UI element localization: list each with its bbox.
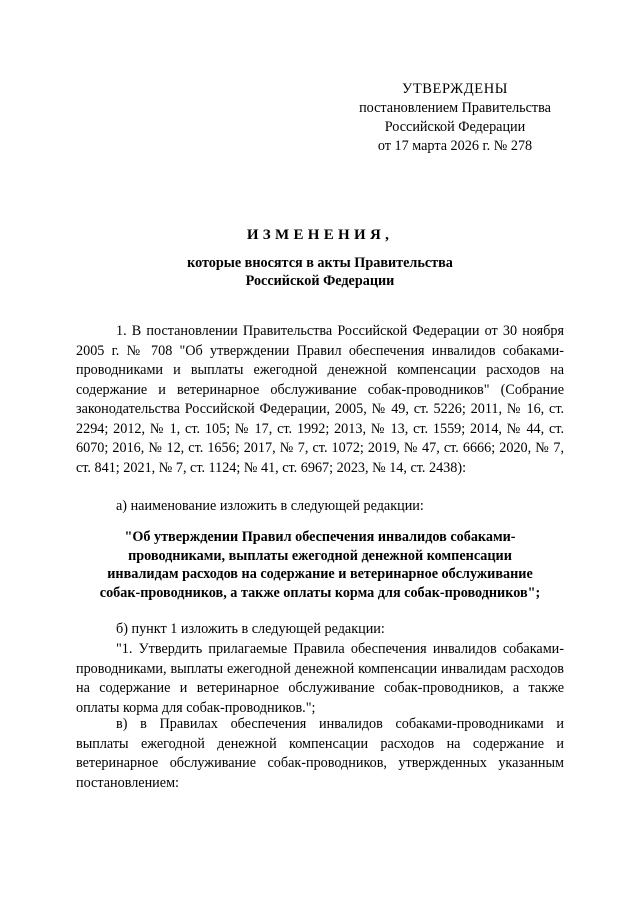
paragraph-item-a: а) наименование изложить в следующей редакции:	[116, 498, 424, 514]
paragraph-item-b: б) пункт 1 изложить в следующей редакции:	[116, 621, 385, 637]
bold-quoted-title	[76, 528, 564, 602]
document-heading	[76, 226, 564, 290]
bold-quote-line-4: собак-проводников, а также оплаты корма для собак-проводников";	[99, 584, 541, 601]
approval-stamp	[330, 80, 580, 156]
document-title: ИЗМЕНЕНИЯ,	[246, 227, 394, 243]
bold-quote-line-3: инвалидам расходов на содержание и ветеринарное обслуживание	[107, 566, 533, 582]
paragraph-item-v: в) в Правилах обеспечения инвалидов собаками-проводниками и выплаты ежегодной денежной компенсации расходов на содержание и ветеринарное обслуживание собак-проводников, утвержденных указанным постановлением:	[76, 716, 564, 791]
bold-quote-line-1: "Об утверждении Правил обеспечения инвалидов собаками-	[124, 529, 516, 545]
paragraph-item-b-quote: "1. Утвердить прилагаемые Правила обеспечения инвалидов собаками-проводниками, выплаты ежегодной денежной компенсации инвалидам расходов на содержание и ветеринарное обслуживание собак-проводников, а также оплаты корма для собак-проводников.";	[76, 641, 564, 716]
document-subtitle-line-1: которые вносятся в акты Правительства	[187, 255, 453, 271]
approval-line-1: постановлением Правительства	[359, 100, 551, 116]
approval-line-3: от 17 марта 2026 г. № 278	[377, 138, 533, 154]
bold-quote-line-2: проводниками, выплаты ежегодной денежной компенсации	[128, 547, 512, 564]
approval-line-2: Российской Федерации	[384, 119, 526, 135]
document-subtitle-line-2: Российской Федерации	[245, 273, 395, 289]
approval-title: УТВЕРЖДЕНЫ	[401, 81, 509, 97]
paragraph-item-1: 1. В постановлении Правительства Российской Федерации от 30 ноября 2005 г. № 708 "Об утверждении Правил обеспечения инвалидов собаками-проводниками и выплаты ежегодной денежной компенсации расходов на содержание и ветеринарное обслуживание собак-проводников" (Собрание законодательства Российской Федерации, 2005, № 49, ст. 5226; 2011, № 16, ст. 2294; 2012, № 1, ст. 105; № 17, ст. 1992; 2013, № 13, ст. 1559; 2014, № 44, ст. 6070; 2016, № 12, ст. 1656; 2017, № 7, ст. 1072; 2019, № 47, ст. 6666; 2020, № 7, ст. 841; 2021, № 7, ст. 1124; № 41, ст. 6967; 2023, № 14, ст. 2438):	[76, 323, 564, 476]
